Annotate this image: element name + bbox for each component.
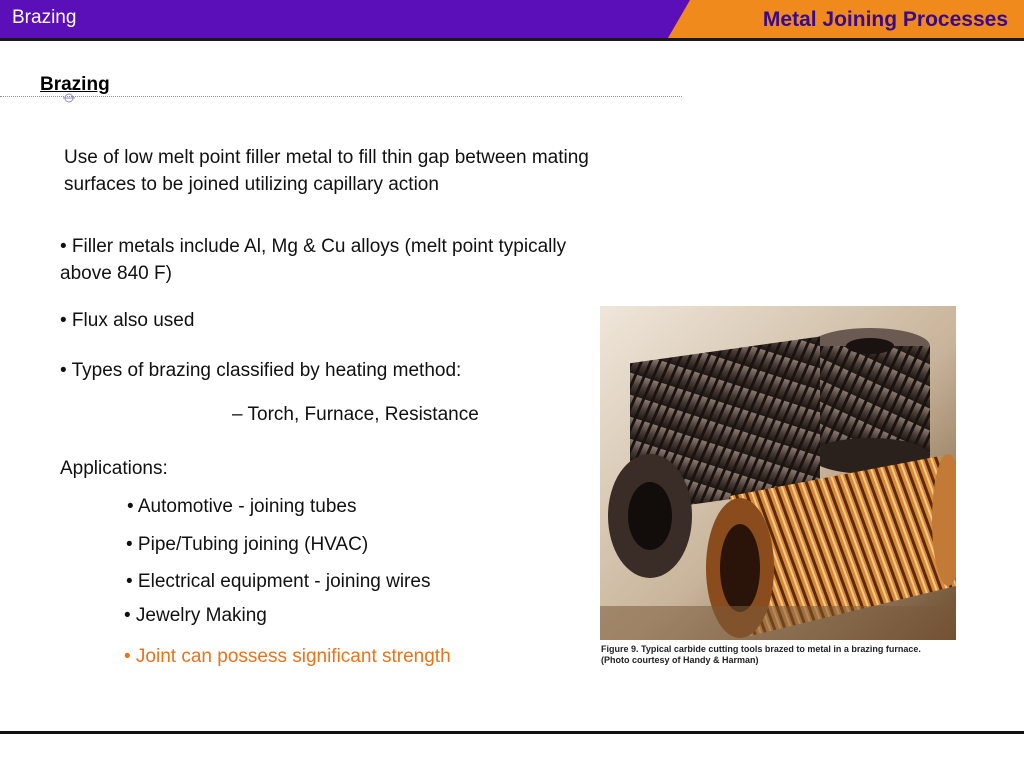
title-divider — [0, 96, 682, 97]
bullet-types: • Types of brazing classified by heating method: — [60, 360, 462, 381]
bullet-filler-metals: • Filler metals include Al, Mg & Cu alloys (melt point typically above 840 F) — [60, 236, 567, 284]
slide-title: Brazing — [40, 74, 110, 95]
decorative-mark-icon — [63, 92, 75, 104]
applications-heading: Applications: — [60, 458, 168, 479]
footer-divider — [0, 731, 1024, 734]
application-item: • Automotive - joining tubes — [127, 496, 357, 517]
highlight-strength: • Joint can possess significant strength — [124, 646, 451, 667]
bullet-flux: • Flux also used — [60, 310, 195, 331]
header-bar — [0, 0, 1024, 42]
header-section-label: Brazing — [12, 7, 77, 28]
header-course-title: Metal Joining Processes — [762, 8, 1008, 31]
heating-methods: – Torch, Furnace, Resistance — [232, 404, 479, 425]
application-item: • Pipe/Tubing joining (HVAC) — [126, 534, 369, 555]
application-item: • Electrical equipment - joining wires — [126, 571, 431, 592]
brazed-tools-photo — [600, 306, 956, 640]
application-item: • Jewelry Making — [124, 605, 267, 626]
definition-text: Use of low melt point filler metal to fill thin gap between mating surfaces to be joined utilizing capillary action — [64, 147, 589, 195]
figure-caption: Figure 9. Typical carbide cutting tools brazed to metal in a brazing furnace. (Photo courtesy of Handy & Harman) — [601, 644, 921, 665]
